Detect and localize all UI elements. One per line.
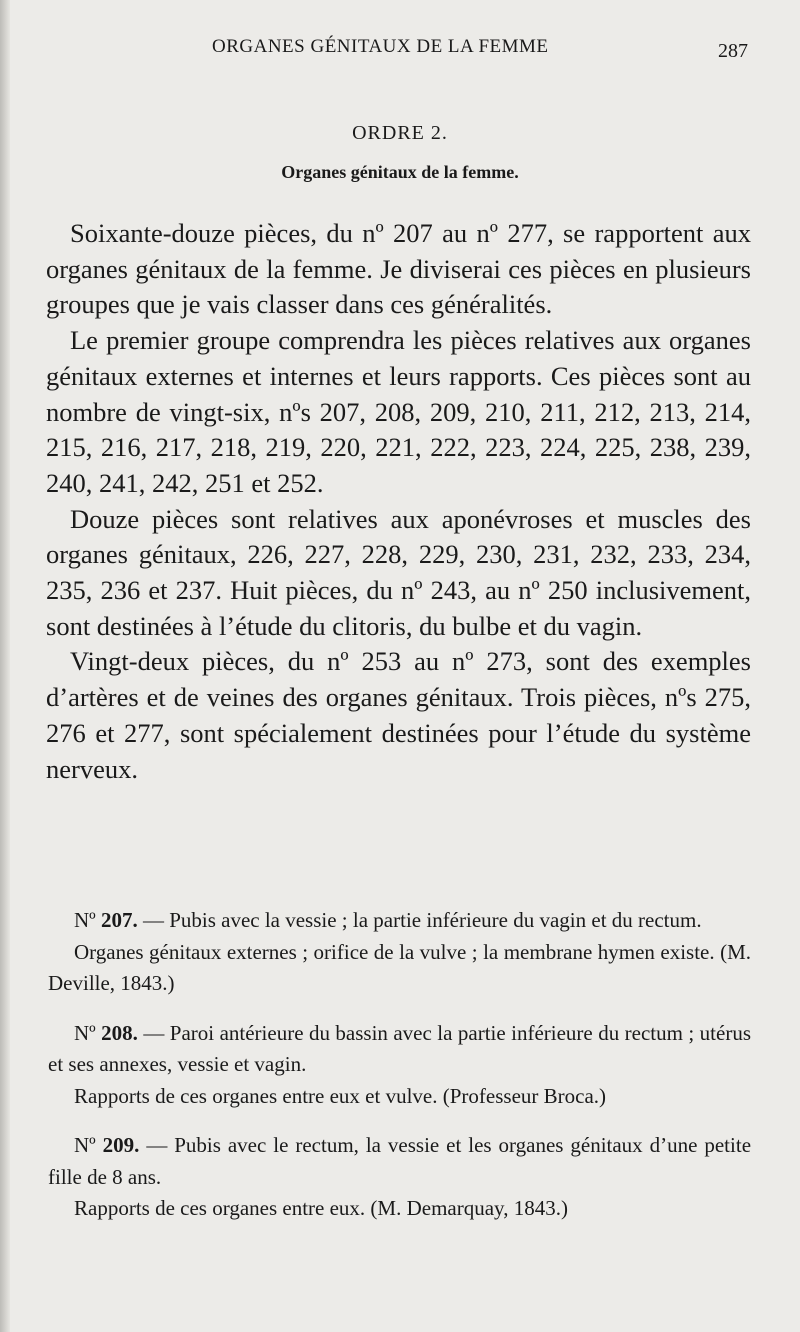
intro-paragraph: Le premier groupe comprendra les pièces relatives aux organes génitaux externes et internes et leurs rapports. Ces pièces sont au nombre de vingt-six, nºs 207, 208, 209, 210, 211, 212, 213, 214, 215, 216, 217, 218, 219, 220, 221, 222, 223, 224, 225, 238, 239, 240, 241, 242, 251 et 252. xyxy=(46,325,751,498)
page-number: 287 xyxy=(718,40,748,62)
entry-label: Nº xyxy=(74,908,96,932)
entry-detail: Organes génitaux externes ; orifice de la vulve ; la membrane hymen existe. (M. Deville, 1843.) xyxy=(48,939,751,995)
catalog-entry-208 xyxy=(48,1018,751,1113)
intro-paragraph: Douze pièces sont relatives aux aponévroses et muscles des organes génitaux, 226, 227, 228, 229, 230, 231, 232, 233, 234, 235, 236 et 237. Huit pièces, du nº 243, au nº 250 inclusivement, sont destinées à l’étude du clitoris, du bulbe et du vagin. xyxy=(46,503,751,641)
entry-description: — Pubis avec le rectum, la vessie et les organes génitaux d’une petite fille de 8 ans. xyxy=(48,1133,752,1189)
entry-first-line xyxy=(48,905,751,937)
entry-detail: Rapports de ces organes entre eux et vulve. (Professeur Broca.) xyxy=(74,1083,607,1108)
entry-detail: Rapports de ces organes entre eux. (M. Demarquay, 1843.) xyxy=(74,1196,568,1220)
entry-first-line xyxy=(48,1018,751,1081)
entry-description: — Pubis avec la vessie ; la partie inférieure du vagin et du rectum. xyxy=(142,908,702,932)
entry-description: — Paroi antérieure du bassin avec la partie inférieure du rectum ; utérus et ses annexes, vessie et vagin. xyxy=(48,1020,751,1076)
order-title: ORDRE 2. xyxy=(352,122,448,144)
entry-number: 208. xyxy=(101,1020,138,1045)
intro-paragraph: Soixante-douze pièces, du nº 207 au nº 277, se rapportent aux organes génitaux de la femme. Je diviserai ces pièces en plusieurs groupes que je vais classer dans ces généralités. xyxy=(46,218,751,320)
entry-number: 207. xyxy=(100,908,138,932)
catalog-entry-209 xyxy=(48,1130,751,1225)
page-header xyxy=(0,36,800,66)
entry-label: Nº xyxy=(74,1020,96,1045)
entry-label: Nº xyxy=(74,1133,96,1157)
entry-number: 209. xyxy=(102,1133,140,1157)
intro-text xyxy=(46,216,751,787)
page-edge-shadow xyxy=(0,0,10,1332)
order-subtitle: Organes génitaux de la femme. xyxy=(281,162,519,182)
running-head: ORGANES GÉNITAUX DE LA FEMME xyxy=(212,36,549,57)
intro-paragraph: Vingt-deux pièces, du nº 253 au nº 273, sont des exemples d’artères et de veines des organes génitaux. Trois pièces, nºs 275, 276 et 277, sont spécialement destinées pour l’étude du système nerveux. xyxy=(46,646,751,784)
entry-first-line xyxy=(48,1130,751,1193)
catalog-entry-207 xyxy=(48,905,751,1000)
catalog-entries xyxy=(48,905,751,1243)
